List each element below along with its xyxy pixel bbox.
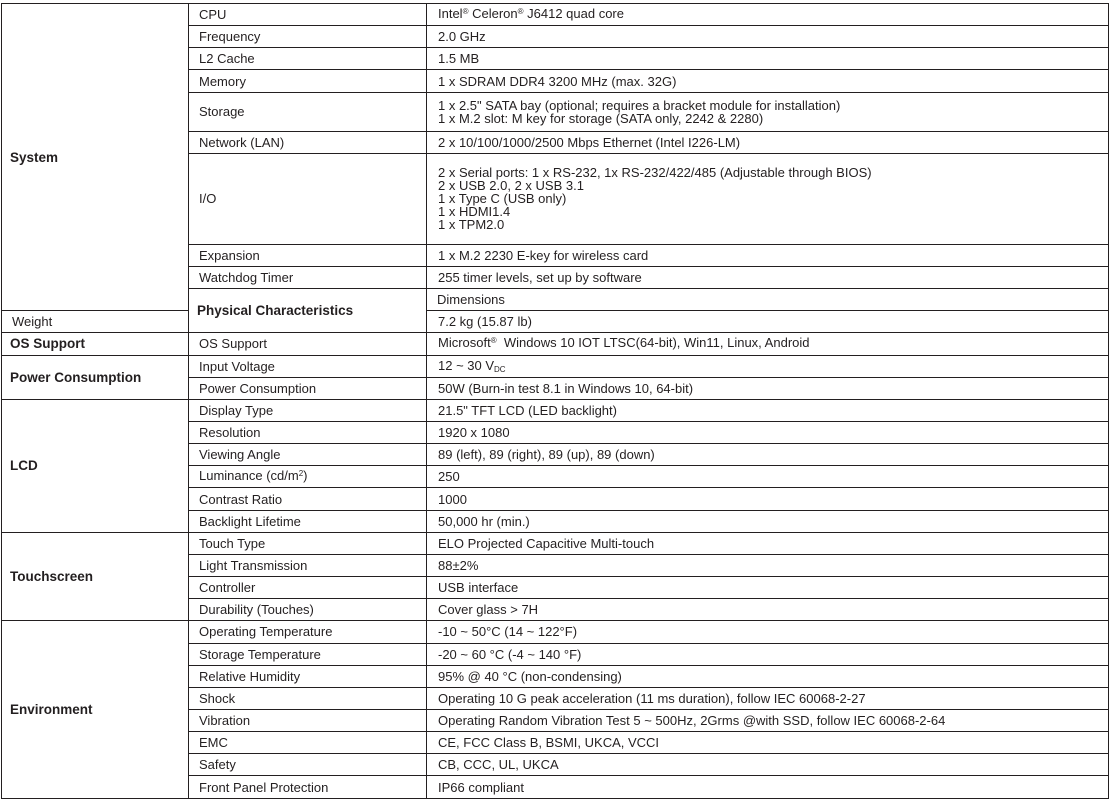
spec-label: Touch Type xyxy=(189,532,427,554)
spec-value: Intel® Celeron® J6412 quad core xyxy=(427,4,1109,26)
spec-label: Luminance $(cd/m^2)$ xyxy=(189,466,427,488)
spec-label: Front Panel Protection xyxy=(189,776,427,799)
spec-value: 21.5" TFT LCD (LED backlight) xyxy=(427,399,1109,421)
category-touchscreen: Touchscreen xyxy=(2,532,189,621)
spec-value: 7.2 kg (15.87 lb) xyxy=(427,311,1109,333)
spec-value: Operating Random Vibration Test 5 ~ 500Hz, 2Grms @with SSD, follow IEC 60068-2-64 xyxy=(427,710,1109,732)
spec-label: Input Voltage xyxy=(189,355,427,377)
spec-value: USB interface xyxy=(427,577,1109,599)
table-row xyxy=(2,399,1109,421)
spec-label: Power Consumption xyxy=(189,377,427,399)
table-row xyxy=(2,4,1109,26)
spec-value: -20 ~ 60 °C (-4 ~ 140 °F) xyxy=(427,643,1109,665)
spec-value: 88±2% xyxy=(427,554,1109,576)
table-row xyxy=(2,532,1109,554)
spec-value: Microsoft® Windows 10 IOT LTSC(64-bit), Win11, Linux, Android xyxy=(427,333,1109,355)
category-physical: Physical Characteristics xyxy=(189,289,427,333)
spec-value: 89 (left), 89 (right), 89 (up), 89 (down) xyxy=(427,444,1109,466)
spec-value: -10 ~ 50°C (14 ~ 122°F) xyxy=(427,621,1109,643)
spec-label: Light Transmission xyxy=(189,554,427,576)
spec-label: Dimensions xyxy=(427,289,1109,311)
spec-label: EMC xyxy=(189,732,427,754)
table-row xyxy=(2,311,1109,333)
spec-value: 250 xyxy=(427,466,1109,488)
spec-label: Safety xyxy=(189,754,427,776)
spec-label: Operating Temperature xyxy=(189,621,427,643)
spec-value: 2 x Serial ports: 1 x RS-232, 1x RS-232/422/485 (Adjustable through BIOS) 2 x USB 2.0, 2 x USB 3.1 1 x Type C (USB only) 1 x HDMI1.4 1 x TPM2.0 xyxy=(427,154,1109,245)
spec-label: Vibration xyxy=(189,710,427,732)
spec-label: Frequency xyxy=(189,26,427,48)
category-power: Power Consumption xyxy=(2,355,189,399)
spec-label: L2 Cache xyxy=(189,48,427,70)
spec-label: Resolution xyxy=(189,421,427,443)
spec-value: 1.5 MB xyxy=(427,48,1109,70)
spec-value: 2 x 10/100/1000/2500 Mbps Ethernet (Intel I226-LM) xyxy=(427,131,1109,153)
spec-value: 255 timer levels, set up by software xyxy=(427,266,1109,288)
spec-value: 12 ~ 30 $V_{DC}$ xyxy=(427,355,1109,377)
category-lcd: LCD xyxy=(2,399,189,532)
spec-label: Memory xyxy=(189,70,427,92)
spec-label: CPU xyxy=(189,4,427,26)
spec-value: CE, FCC Class B, BSMI, UKCA, VCCI xyxy=(427,732,1109,754)
spec-label: Expansion xyxy=(189,244,427,266)
specifications-table xyxy=(1,3,1109,799)
spec-label: I/O xyxy=(189,154,427,245)
spec-label: Display Type xyxy=(189,399,427,421)
spec-label: Controller xyxy=(189,577,427,599)
spec-value: 1 x SDRAM DDR4 3200 MHz (max. 32G) xyxy=(427,70,1109,92)
table-row xyxy=(2,355,1109,377)
spec-label: Shock xyxy=(189,687,427,709)
spec-label: Storage xyxy=(189,92,427,131)
spec-value: 1 x 2.5" SATA bay (optional; requires a bracket module for installation) 1 x M.2 slot: M key for storage (SATA only, 2242 & 2280) xyxy=(427,92,1109,131)
table-row xyxy=(2,333,1109,355)
spec-value: Operating 10 G peak acceleration (11 ms duration), follow IEC 60068-2-27 xyxy=(427,687,1109,709)
spec-label: Backlight Lifetime xyxy=(189,510,427,532)
spec-value: 50W (Burn-in test 8.1 in Windows 10, 64-bit) xyxy=(427,377,1109,399)
spec-label: Storage Temperature xyxy=(189,643,427,665)
spec-label: Durability (Touches) xyxy=(189,599,427,621)
spec-label: Network (LAN) xyxy=(189,131,427,153)
spec-value: Cover glass > 7H xyxy=(427,599,1109,621)
spec-value: 95% @ 40 °C (non-condensing) xyxy=(427,665,1109,687)
spec-value: ELO Projected Capacitive Multi-touch xyxy=(427,532,1109,554)
spec-label: Relative Humidity xyxy=(189,665,427,687)
table-row xyxy=(2,621,1109,643)
spec-value: 1920 x 1080 xyxy=(427,421,1109,443)
spec-value: 50,000 hr (min.) xyxy=(427,510,1109,532)
category-environment: Environment xyxy=(2,621,189,799)
spec-label: Watchdog Timer xyxy=(189,266,427,288)
spec-value: CB, CCC, UL, UKCA xyxy=(427,754,1109,776)
category-os: OS Support xyxy=(2,333,189,355)
spec-value: 1 x M.2 2230 E-key for wireless card xyxy=(427,244,1109,266)
category-system: System xyxy=(2,4,189,311)
spec-value: 1000 xyxy=(427,488,1109,510)
spec-label: Viewing Angle xyxy=(189,444,427,466)
spec-label: Contrast Ratio xyxy=(189,488,427,510)
spec-label: Weight xyxy=(2,311,189,333)
spec-value: 2.0 GHz xyxy=(427,26,1109,48)
spec-label: OS Support xyxy=(189,333,427,355)
spec-value: IP66 compliant xyxy=(427,776,1109,799)
